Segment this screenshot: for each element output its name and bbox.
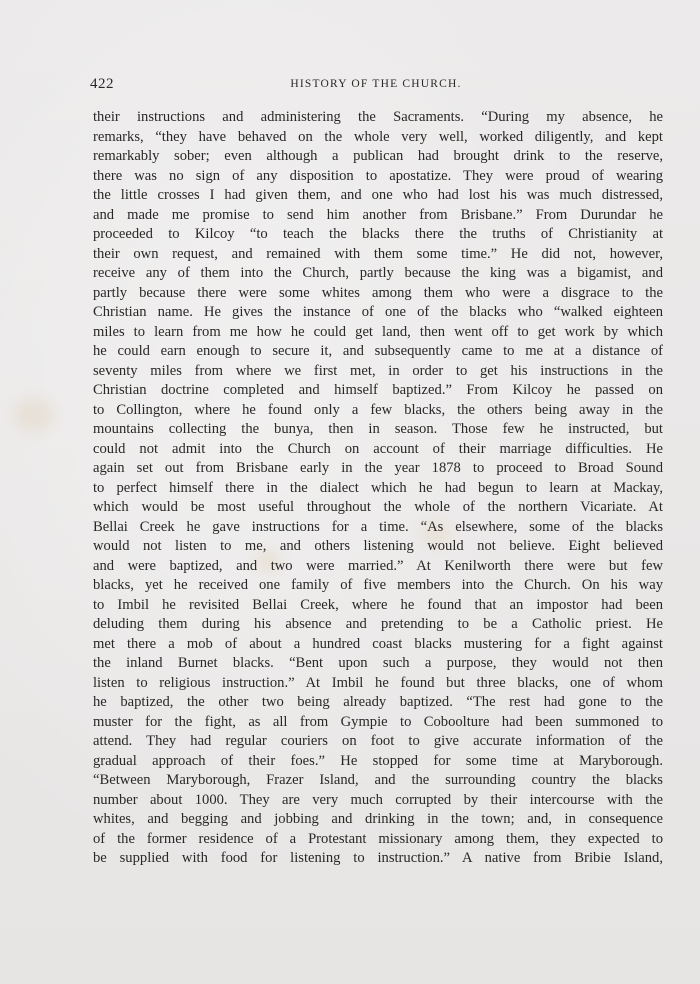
text-line: could not admit into the Church on account of their marriage difficulties. He — [93, 440, 663, 457]
text-line: the inland Burnet blacks. “Bent upon such a purpose, they would not then — [93, 655, 663, 671]
text-line: to Imbil he revisited Bellai Creek, where he found that an impostor had been — [93, 596, 663, 613]
text-line: would not listen to me, and others listening would not believe. Eight believed — [93, 538, 663, 554]
text-line: and were baptized, and two were married.” At Kenilworth there were but few — [93, 557, 663, 574]
text-line: listen to religious instruction.” At Imbil he found but three blacks, one of whom — [93, 674, 663, 691]
text-line: Christian name. He gives the instance of one of the blacks who “walked eighteen — [93, 304, 663, 320]
page-number: 422 — [90, 76, 114, 92]
text-line: which would be most useful throughout the whole of the northern Vicariate. At — [93, 499, 663, 515]
text-line: remarkably sober; even although a publican had brought drink to the reserve, — [93, 148, 663, 164]
text-line: their instructions and administering the Sacraments. “During my absence, he — [93, 109, 663, 125]
text-line: of the former residence of a Protestant missionary among them, they expected to — [93, 830, 663, 847]
text-line: and made me promise to send him another from Brisbane.” From Durundar he — [93, 206, 663, 223]
text-line: Bellai Creek he gave instructions for a time. “As elsewhere, some of the blacks — [93, 518, 663, 535]
text-line: met there a mob of about a hundred coast blacks mustering for a fight against — [93, 635, 663, 652]
text-line: gradual approach of their foes.” He stopped for some time at Maryborough. — [93, 752, 663, 769]
text-line: there was no sign of any disposition to apostatize. They were proud of wearing — [93, 167, 663, 184]
text-line: muster for the fight, as all from Gympie to Coboolture had been summoned to — [93, 713, 663, 730]
text-line: he baptized, the other two being already baptized. “The rest had gone to the — [93, 694, 663, 710]
text-line: receive any of them into the Church, partly because the king was a bigamist, and — [93, 265, 663, 281]
running-head — [90, 76, 662, 96]
text-line: again set out from Brisbane early in the year 1878 to proceed to Broad Sound — [93, 460, 663, 476]
text-line: attend. They had regular couriers on foot to give accurate information of the — [93, 733, 663, 749]
text-line: he could earn enough to secure it, and subsequently came to me at a distance of — [93, 343, 663, 359]
text-line: remarks, “they have behaved on the whole very well, worked diligently, and kept — [93, 128, 663, 145]
text-line: whites, and begging and jobbing and drinking in the town; and, in consequence — [93, 811, 663, 827]
text-line: mountains collecting the bunya, then in season. Those few he instructed, but — [93, 421, 663, 437]
text-line: partly because there were some whites among them who were a disgrace to the — [93, 284, 663, 301]
foxing-stain — [14, 398, 54, 432]
body-text — [93, 108, 663, 869]
text-line: the little crosses I had given them, and one who had lost his was much distressed, — [93, 187, 663, 203]
text-line: be supplied with food for listening to instruction.” A native from Bribie Island, — [93, 850, 663, 866]
text-line: to perfect himself there in the dialect which he had begun to learn at Mackay, — [93, 479, 663, 496]
text-line: deluding them during his absence and pretending to be a Catholic priest. He — [93, 616, 663, 632]
text-line: to Collington, where he found only a few blacks, the others being away in the — [93, 401, 663, 418]
text-line: “Between Maryborough, Frazer Island, and the surrounding country the blacks — [93, 772, 663, 788]
text-line: Christian doctrine completed and himself baptized.” From Kilcoy he passed on — [93, 382, 663, 398]
text-line: miles to learn from me how he could get land, then went off to get work by which — [93, 323, 663, 340]
text-line: blacks, yet he received one family of five members into the Church. On his way — [93, 577, 663, 593]
text-line: proceeded to Kilcoy “to teach the blacks there the truths of Christianity at — [93, 226, 663, 242]
text-line: seventy miles from where we first met, in order to get his instructions in the — [93, 362, 663, 379]
text-line: number about 1000. They are very much corrupted by their intercourse with the — [93, 791, 663, 808]
running-title: HISTORY OF THE CHURCH. — [290, 78, 462, 90]
text-line: their own request, and remained with them some time.” He did not, however, — [93, 245, 663, 262]
